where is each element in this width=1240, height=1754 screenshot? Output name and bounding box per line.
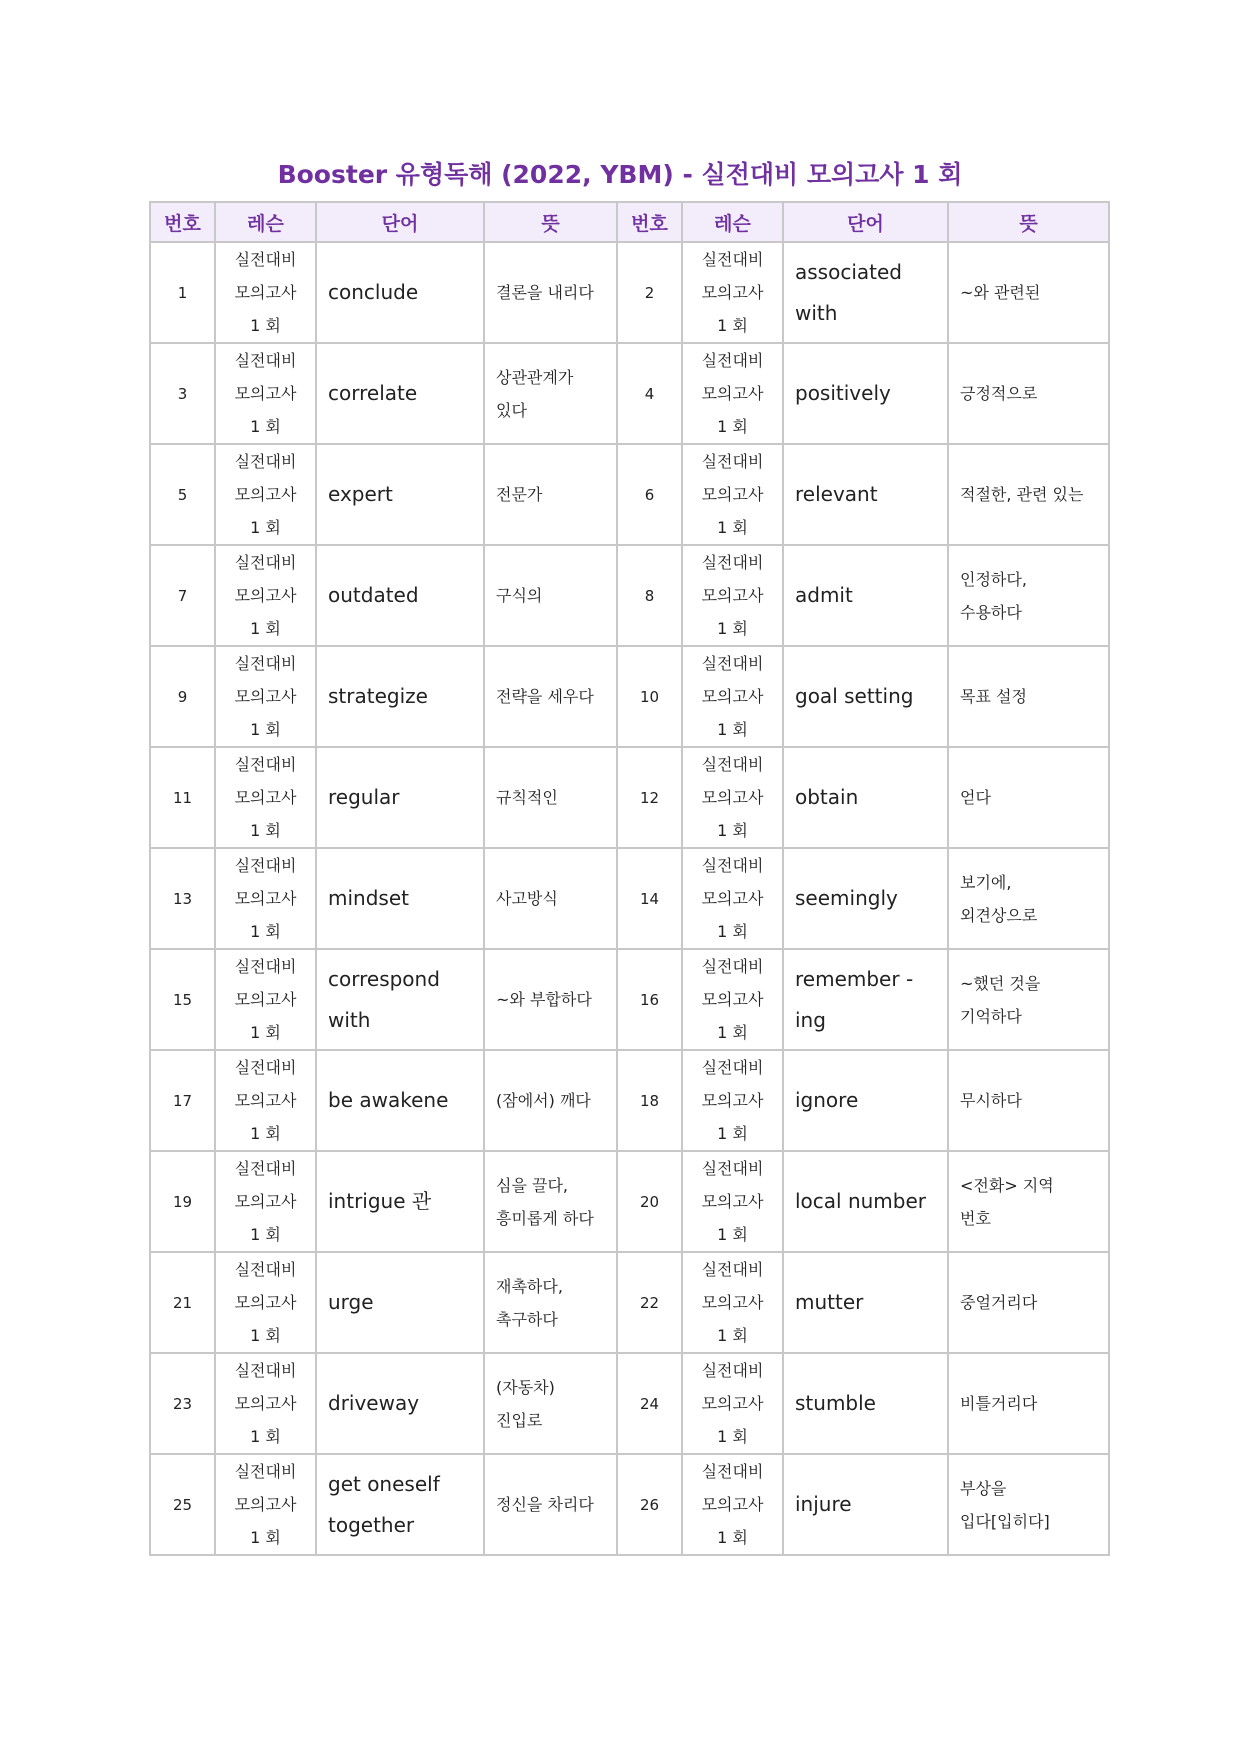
cell-meaning	[948, 1353, 1109, 1454]
cell-line: 모의고사	[234, 788, 297, 807]
cell-line: 1 회	[717, 619, 748, 638]
cell-line: 모의고사	[701, 485, 764, 504]
cell-line: 모의고사	[701, 1394, 764, 1413]
cell-line: (잠에서) 깨다	[496, 1091, 591, 1110]
cell-line: 정신을 차리다	[496, 1495, 594, 1514]
cell-line: 모의고사	[234, 1394, 297, 1413]
cell-line: 실전대비	[701, 250, 764, 269]
table-row	[150, 646, 1109, 747]
cell-line: 번호	[960, 1208, 991, 1228]
cell-line: 비틀거리다	[960, 1394, 1038, 1413]
cell-line: 1 회	[717, 821, 748, 840]
cell-meaning	[948, 747, 1109, 848]
cell-number: 8	[617, 545, 682, 646]
cell-word	[316, 1353, 484, 1454]
cell-word	[316, 1454, 484, 1555]
cell-number: 26	[617, 1454, 682, 1555]
cell-line: 실전대비	[701, 1462, 764, 1481]
cell-line: 1 회	[250, 1326, 281, 1345]
cell-line: 인정하다,	[960, 569, 1027, 589]
cell-lesson	[215, 545, 316, 646]
header-number: 번호	[617, 202, 682, 242]
cell-line: 실전대비	[234, 1159, 297, 1178]
cell-line: 실전대비	[234, 1361, 297, 1380]
header-lesson: 레슨	[215, 202, 316, 242]
cell-number: 19	[150, 1151, 215, 1252]
cell-number: 18	[617, 1050, 682, 1151]
cell-line: 1 회	[717, 922, 748, 941]
cell-line: expert	[328, 482, 393, 506]
cell-line: 전략을 세우다	[496, 687, 594, 706]
cell-number: 22	[617, 1252, 682, 1353]
cell-line: 모의고사	[701, 1495, 764, 1514]
cell-line: 실전대비	[701, 1058, 764, 1077]
cell-meaning	[948, 1454, 1109, 1555]
cell-lesson	[215, 1050, 316, 1151]
cell-number: 5	[150, 444, 215, 545]
cell-line: 보기에,	[960, 872, 1012, 892]
cell-line: 촉구하다	[496, 1309, 558, 1329]
cell-line: 실전대비	[701, 1361, 764, 1380]
cell-line: 실전대비	[701, 553, 764, 572]
cell-line: 1 회	[717, 518, 748, 537]
table-row	[150, 949, 1109, 1050]
cell-lesson	[215, 343, 316, 444]
table-row	[150, 545, 1109, 646]
table-row	[150, 848, 1109, 949]
cell-word	[783, 1151, 948, 1252]
cell-line: 1 회	[250, 518, 281, 537]
cell-line: 재촉하다,	[496, 1276, 563, 1296]
cell-line: 1 회	[717, 1225, 748, 1244]
cell-meaning	[948, 949, 1109, 1050]
cell-line: conclude	[328, 280, 419, 304]
cell-line: relevant	[795, 482, 878, 506]
cell-line: admit	[795, 583, 853, 607]
cell-line: 모의고사	[234, 889, 297, 908]
cell-line: correspond	[328, 966, 440, 991]
cell-line: 실전대비	[234, 452, 297, 471]
cell-meaning	[484, 343, 617, 444]
cell-line: 모의고사	[701, 687, 764, 706]
cell-line: 흥미롭게 하다	[496, 1208, 594, 1228]
cell-line: mutter	[795, 1290, 864, 1314]
cell-meaning	[948, 1151, 1109, 1252]
cell-line: ing	[795, 1007, 826, 1032]
cell-word	[316, 1252, 484, 1353]
cell-line: together	[328, 1512, 415, 1537]
cell-meaning	[948, 343, 1109, 444]
cell-meaning	[948, 646, 1109, 747]
table-row	[150, 343, 1109, 444]
cell-lesson	[682, 1454, 783, 1555]
cell-line: 전문가	[496, 485, 543, 504]
cell-line: <전화> 지역	[960, 1175, 1054, 1195]
cell-line: 1 회	[250, 417, 281, 436]
cell-meaning	[484, 1353, 617, 1454]
cell-meaning	[484, 848, 617, 949]
cell-line: obtain	[795, 785, 859, 809]
cell-word	[783, 242, 948, 343]
cell-number: 1	[150, 242, 215, 343]
table-row	[150, 444, 1109, 545]
cell-meaning	[948, 444, 1109, 545]
cell-lesson	[682, 747, 783, 848]
cell-line: ignore	[795, 1088, 859, 1112]
cell-line: 실전대비	[234, 1058, 297, 1077]
cell-line: 1 회	[717, 1427, 748, 1446]
cell-line: 실전대비	[701, 957, 764, 976]
cell-line: 모의고사	[234, 586, 297, 605]
cell-line: goal setting	[795, 684, 914, 708]
cell-line: with	[795, 300, 838, 325]
cell-lesson	[682, 646, 783, 747]
cell-line: 실전대비	[701, 452, 764, 471]
cell-line: 실전대비	[701, 856, 764, 875]
cell-line: 실전대비	[234, 1260, 297, 1279]
cell-line: 모의고사	[701, 889, 764, 908]
cell-line: 적절한, 관련 있는	[960, 485, 1084, 504]
cell-line: 모의고사	[234, 283, 297, 302]
cell-line: 모의고사	[701, 788, 764, 807]
cell-line: 실전대비	[234, 755, 297, 774]
cell-lesson	[215, 1454, 316, 1555]
cell-line: 외견상으로	[960, 905, 1038, 925]
cell-number: 20	[617, 1151, 682, 1252]
cell-meaning	[484, 1454, 617, 1555]
table-row	[150, 1454, 1109, 1555]
cell-lesson	[682, 949, 783, 1050]
cell-word	[316, 949, 484, 1050]
cell-lesson	[682, 1050, 783, 1151]
cell-line: 모의고사	[234, 1293, 297, 1312]
cell-number: 12	[617, 747, 682, 848]
header-word: 단어	[783, 202, 948, 242]
cell-line: 1 회	[250, 619, 281, 638]
cell-meaning	[484, 949, 617, 1050]
vocabulary-table	[149, 201, 1110, 1556]
cell-line: 1 회	[250, 720, 281, 739]
cell-line: local number	[795, 1189, 927, 1213]
header-meaning: 뜻	[484, 202, 617, 242]
cell-line: 진입로	[496, 1410, 543, 1430]
cell-line: 1 회	[717, 417, 748, 436]
cell-number: 23	[150, 1353, 215, 1454]
cell-line: 1 회	[717, 1124, 748, 1143]
cell-line: 실전대비	[234, 351, 297, 370]
cell-meaning	[484, 747, 617, 848]
cell-line: 중얼거리다	[960, 1293, 1038, 1312]
cell-number: 24	[617, 1353, 682, 1454]
cell-word	[783, 949, 948, 1050]
cell-line: 모의고사	[701, 586, 764, 605]
cell-line: 모의고사	[701, 1091, 764, 1110]
cell-number: 7	[150, 545, 215, 646]
cell-meaning	[484, 444, 617, 545]
cell-lesson	[682, 545, 783, 646]
cell-number: 6	[617, 444, 682, 545]
cell-line: remember -	[795, 966, 914, 991]
cell-number: 13	[150, 848, 215, 949]
table-row	[150, 1252, 1109, 1353]
cell-word	[316, 343, 484, 444]
cell-line: 실전대비	[701, 1260, 764, 1279]
cell-meaning	[484, 646, 617, 747]
cell-line: 입다[입히다]	[960, 1511, 1050, 1531]
cell-word	[316, 1151, 484, 1252]
cell-word	[783, 848, 948, 949]
cell-number: 15	[150, 949, 215, 1050]
cell-line: 1 회	[717, 1528, 748, 1547]
cell-line: with	[328, 1007, 371, 1032]
cell-word	[783, 1050, 948, 1151]
cell-word	[783, 545, 948, 646]
cell-line: 1 회	[250, 922, 281, 941]
cell-line: 있다	[496, 400, 527, 420]
table-row	[150, 1050, 1109, 1151]
cell-line: 실전대비	[234, 654, 297, 673]
cell-line: 얻다	[960, 788, 991, 807]
cell-line: 실전대비	[701, 755, 764, 774]
cell-line: associated	[795, 259, 902, 284]
cell-meaning	[484, 1252, 617, 1353]
cell-lesson	[215, 1151, 316, 1252]
cell-line: 심을 끌다,	[496, 1175, 568, 1195]
table-header-row	[150, 202, 1109, 242]
cell-lesson	[215, 444, 316, 545]
cell-line: ~와 부합하다	[496, 990, 592, 1009]
cell-line: 실전대비	[234, 957, 297, 976]
cell-line: 모의고사	[701, 990, 764, 1009]
cell-meaning	[484, 545, 617, 646]
cell-line: ~했던 것을	[960, 973, 1041, 993]
cell-line: 모의고사	[234, 485, 297, 504]
cell-number: 16	[617, 949, 682, 1050]
cell-line: 1 회	[250, 316, 281, 335]
cell-meaning	[948, 1050, 1109, 1151]
cell-meaning	[484, 1050, 617, 1151]
cell-word	[783, 343, 948, 444]
cell-number: 21	[150, 1252, 215, 1353]
cell-word	[783, 1353, 948, 1454]
cell-line: regular	[328, 785, 400, 809]
cell-line: 부상을	[960, 1478, 1007, 1498]
cell-meaning	[484, 242, 617, 343]
cell-line: injure	[795, 1492, 852, 1516]
cell-word	[783, 747, 948, 848]
cell-line: 모의고사	[701, 283, 764, 302]
cell-line: stumble	[795, 1391, 876, 1415]
cell-line: 모의고사	[234, 990, 297, 1009]
cell-line: 실전대비	[234, 1462, 297, 1481]
table-row	[150, 747, 1109, 848]
cell-word	[783, 646, 948, 747]
cell-number: 14	[617, 848, 682, 949]
cell-word	[316, 242, 484, 343]
cell-word	[783, 444, 948, 545]
cell-line: 실전대비	[234, 250, 297, 269]
cell-word	[316, 848, 484, 949]
cell-meaning	[484, 1151, 617, 1252]
cell-lesson	[215, 646, 316, 747]
cell-line: ~와 관련된	[960, 283, 1041, 302]
cell-meaning	[948, 242, 1109, 343]
cell-line: 1 회	[717, 1326, 748, 1345]
cell-line: 1 회	[250, 1124, 281, 1143]
cell-lesson	[682, 242, 783, 343]
cell-meaning	[948, 848, 1109, 949]
cell-line: correlate	[328, 381, 418, 405]
header-meaning: 뜻	[948, 202, 1109, 242]
cell-meaning	[948, 1252, 1109, 1353]
cell-line: 1 회	[250, 1225, 281, 1244]
cell-lesson	[682, 1151, 783, 1252]
page-title: Booster 유형독해 (2022, YBM) - 실전대비 모의고사 1 회	[277, 160, 963, 189]
cell-line: 모의고사	[234, 1192, 297, 1211]
cell-line: 모의고사	[234, 384, 297, 403]
cell-line: 목표 설정	[960, 687, 1027, 706]
cell-line: 모의고사	[234, 1091, 297, 1110]
cell-line: 1 회	[250, 821, 281, 840]
cell-line: positively	[795, 381, 891, 405]
cell-lesson	[215, 1252, 316, 1353]
cell-line: 실전대비	[701, 654, 764, 673]
cell-number: 11	[150, 747, 215, 848]
cell-line: 실전대비	[701, 1159, 764, 1178]
cell-line: mindset	[328, 886, 409, 910]
cell-line: 상관관계가	[496, 367, 574, 387]
cell-line: 실전대비	[234, 856, 297, 875]
cell-line: 규칙적인	[496, 788, 558, 807]
header-word: 단어	[316, 202, 484, 242]
cell-number: 10	[617, 646, 682, 747]
cell-number: 2	[617, 242, 682, 343]
cell-number: 25	[150, 1454, 215, 1555]
cell-line: (자동차)	[496, 1377, 555, 1397]
cell-number: 17	[150, 1050, 215, 1151]
cell-line: 결론을 내리다	[496, 283, 594, 302]
cell-line: 모의고사	[234, 687, 297, 706]
cell-line: driveway	[328, 1391, 420, 1415]
header-number: 번호	[150, 202, 215, 242]
cell-line: seemingly	[795, 886, 898, 910]
table-row	[150, 242, 1109, 343]
cell-lesson	[215, 242, 316, 343]
cell-line: 수용하다	[960, 602, 1022, 622]
cell-word	[783, 1454, 948, 1555]
cell-line: 무시하다	[960, 1091, 1022, 1110]
cell-line: 실전대비	[701, 351, 764, 370]
cell-line: urge	[328, 1290, 374, 1314]
cell-lesson	[682, 848, 783, 949]
cell-line: strategize	[328, 684, 428, 708]
cell-line: 구식의	[496, 586, 543, 605]
cell-line: 1 회	[717, 316, 748, 335]
cell-word	[316, 747, 484, 848]
header-lesson: 레슨	[682, 202, 783, 242]
cell-line: 긍정적으로	[960, 384, 1038, 403]
cell-line: 1 회	[717, 1023, 748, 1042]
cell-word	[316, 444, 484, 545]
cell-word	[316, 545, 484, 646]
cell-lesson	[682, 1252, 783, 1353]
cell-number: 3	[150, 343, 215, 444]
cell-line: 모의고사	[701, 384, 764, 403]
cell-line: 1 회	[250, 1427, 281, 1446]
cell-lesson	[682, 444, 783, 545]
cell-word	[316, 1050, 484, 1151]
cell-word	[316, 646, 484, 747]
cell-line: get oneself	[328, 1471, 440, 1496]
cell-line: 모의고사	[234, 1495, 297, 1514]
cell-number: 4	[617, 343, 682, 444]
cell-line: 모의고사	[701, 1293, 764, 1312]
cell-line: 1 회	[717, 720, 748, 739]
cell-line: 실전대비	[234, 553, 297, 572]
cell-line: 1 회	[250, 1023, 281, 1042]
cell-lesson	[215, 848, 316, 949]
cell-lesson	[215, 949, 316, 1050]
cell-line: 모의고사	[701, 1192, 764, 1211]
cell-line: intrigue 관	[328, 1189, 432, 1213]
table-row	[150, 1151, 1109, 1252]
cell-meaning	[948, 545, 1109, 646]
cell-line: 1 회	[250, 1528, 281, 1547]
cell-lesson	[215, 1353, 316, 1454]
cell-lesson	[682, 343, 783, 444]
cell-line: 사고방식	[496, 889, 558, 908]
cell-lesson	[215, 747, 316, 848]
cell-line: outdated	[328, 583, 419, 607]
cell-number: 9	[150, 646, 215, 747]
cell-line: be awakene	[328, 1088, 449, 1112]
cell-word	[783, 1252, 948, 1353]
cell-line: 기억하다	[960, 1006, 1022, 1026]
cell-lesson	[682, 1353, 783, 1454]
table-row	[150, 1353, 1109, 1454]
